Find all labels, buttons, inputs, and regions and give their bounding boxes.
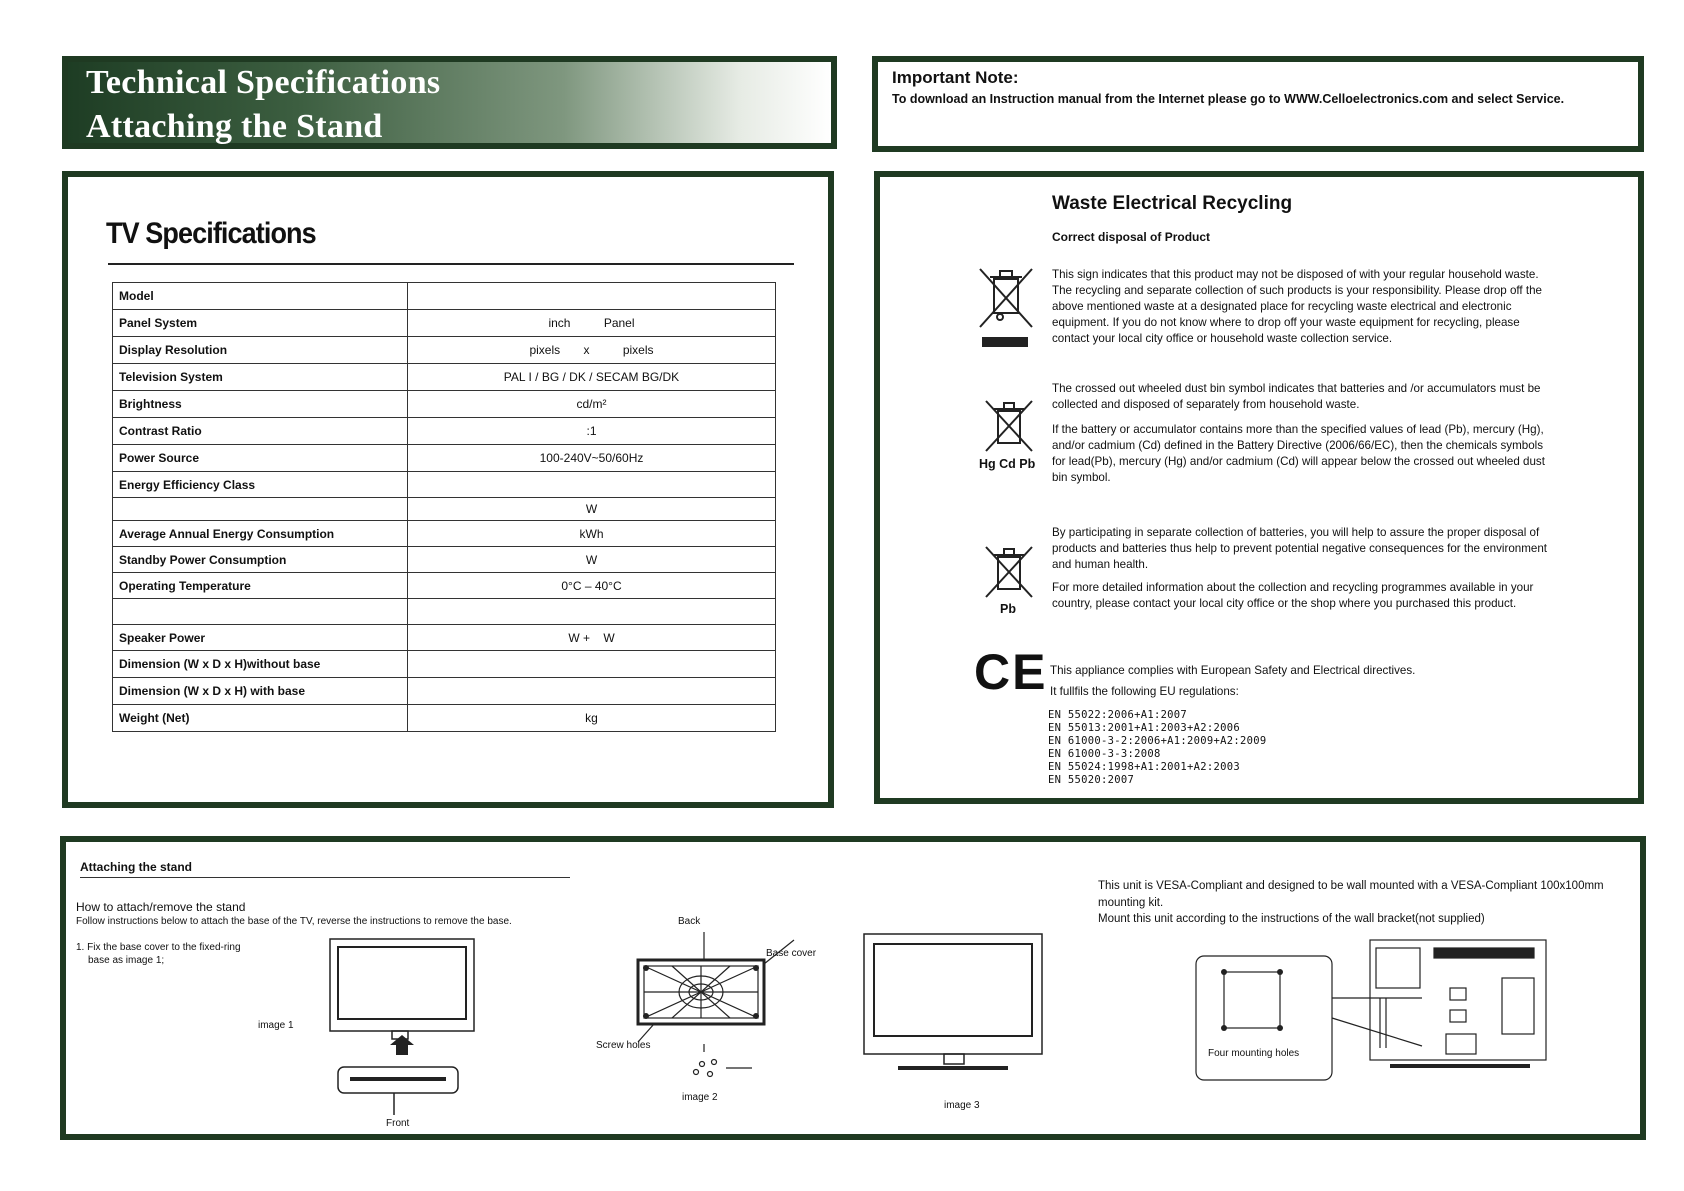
important-note-box [872,56,1644,152]
ce-line-1: This appliance complies with European Safety and Electrical directives. [1050,664,1416,677]
spec-row [113,547,776,573]
spec-value [408,283,776,310]
pb-label: Pb [1000,602,1016,616]
battery-bin-icon [984,399,1036,455]
standard-item: EN 55024:1998+A1:2001+A2:2003 [1048,761,1241,773]
standard-item: EN 61000-3-3:2008 [1048,748,1161,760]
spec-row [113,498,776,521]
specs-table [112,282,776,732]
back-label: Back [678,916,701,927]
spec-row [113,678,776,705]
spec-label: Energy Efficiency Class [113,472,408,498]
how-to-text: How to attach/remove the stand [76,900,246,914]
spec-value: W + W [408,625,776,651]
spec-row [113,364,776,391]
spec-label: Dimension (W x D x H) with base [113,678,408,705]
standard-item: EN 55020:2007 [1048,774,1135,786]
spec-label: Panel System [113,310,408,337]
recycling-title: Waste Electrical Recycling [1052,193,1293,214]
spec-value: PAL I / BG / DK / SECAM BG/DK [408,364,776,391]
step-1-line-a: 1. Fix the base cover to the fixed-ring [76,942,241,953]
spec-value: inch Panel [408,310,776,337]
tv-mounted-illustration [862,932,1046,1076]
spec-value: :1 [408,418,776,445]
spec-row [113,521,776,547]
spec-value: W [408,547,776,573]
recycling-para-5: For more detailed information about the collection and recycling programmes available in your country, please contact your local city office or the shop where you purchased this product. [1052,581,1534,610]
spec-value: W [408,498,776,521]
spec-row [113,651,776,678]
spec-row [113,625,776,651]
spec-row [113,573,776,599]
spec-label: Model [113,283,408,310]
waste-recycling-panel [874,171,1644,804]
spec-value: cd/m² [408,391,776,418]
stand-heading: Attaching the stand [80,860,193,874]
screw-holes-label: Screw holes [596,1040,651,1051]
spec-label: Dimension (W x D x H)without base [113,651,408,678]
spec-value [408,678,776,705]
spec-label [113,599,408,625]
weee-bin-icon [976,265,1036,355]
note-title: Important Note: [892,68,1019,87]
image-1-label: image 1 [258,1020,294,1031]
ce-line-2: It fullfils the following EU regulations: [1050,685,1239,698]
hg-cd-pb-label: Hg Cd Pb [979,457,1036,471]
spec-row [113,472,776,498]
vesa-line-1: This unit is VESA-Compliant and designed to be wall mounted with a VESA-Compliant 100x100mm [1098,880,1604,892]
spec-label: Weight (Net) [113,705,408,732]
spec-label: Display Resolution [113,337,408,364]
spec-label: Power Source [113,445,408,472]
spec-label: Standby Power Consumption [113,547,408,573]
standard-item: EN 55013:2001+A1:2003+A2:2006 [1048,722,1241,734]
specs-title: TV Specifications [106,217,316,250]
vesa-line-2: mounting kit. [1098,897,1164,909]
spec-row [113,310,776,337]
banner-title-line2: Attaching the Stand [86,108,383,145]
standard-item: EN 61000-3-2:2006+A1:2009+A2:2009 [1048,735,1267,747]
follow-text: Follow instructions below to attach the base of the TV, reverse the instructions to remove the base. [76,916,512,927]
spec-row [113,337,776,364]
spec-value: pixels x pixels [408,337,776,364]
four-holes-label: Four mounting holes [1208,1048,1300,1059]
standard-item: EN 55022:2006+A1:2007 [1048,709,1188,721]
spec-row [113,418,776,445]
standards-list [1048,709,1267,787]
lead-bin-icon [984,545,1036,601]
spec-value [408,472,776,498]
tv-specifications-panel [62,171,834,808]
spec-value [408,599,776,625]
stand-heading-rule [80,877,570,878]
spec-row [113,705,776,732]
attaching-stand-panel [60,836,1646,1140]
ce-mark-icon: CE [974,644,1048,700]
recycling-para-1: This sign indicates that this product may not be disposed of with your regular household waste. The recycling and separate collection of such products is your responsibility. Please drop off the above mentioned waste at a designated place for recycling waste electrical and electronic equipment. If you do not know where to drop off your waste equipment for recycling, please contact your local city office or household waste collection service. [1052,268,1542,345]
step-1-line-b: base as image 1; [88,955,165,966]
base-cover-label: Base cover [766,948,817,959]
spec-label: Average Annual Energy Consumption [113,521,408,547]
vesa-mounting-illustration [1190,938,1550,1088]
spec-label: Operating Temperature [113,573,408,599]
base-cover-illustration [614,932,804,1082]
title-rule [108,263,794,265]
note-body: To download an Instruction manual from the Internet please go to WWW.Celloelectronics.com and select Service. [892,92,1565,106]
image-3-label: image 3 [944,1100,980,1111]
banner-title-line1: Technical Specifications [86,64,441,101]
title-banner [62,56,837,149]
spec-label: Television System [113,364,408,391]
recycling-para-4: By participating in separate collection of batteries, you will help to assure the proper disposal of products and batteries thus help to prevent potential negative consequences for the environment and human health. [1052,526,1547,571]
spec-label: Contrast Ratio [113,418,408,445]
spec-label: Speaker Power [113,625,408,651]
tv-front-stand-illustration [328,937,478,1117]
spec-value [408,651,776,678]
spec-label [113,498,408,521]
spec-value: kg [408,705,776,732]
spec-row [113,391,776,418]
spec-row [113,283,776,310]
image-2-label: image 2 [682,1092,718,1103]
recycling-subtitle: Correct disposal of Product [1052,230,1211,244]
spec-row [113,445,776,472]
spec-value: kWh [408,521,776,547]
spec-value: 100-240V~50/60Hz [408,445,776,472]
spec-label: Brightness [113,391,408,418]
recycling-para-3: If the battery or accumulator contains more than the specified values of lead (Pb), mercury (Hg), and/or cadmium (Cd) defined in the Battery Directive (2006/66/EC), then the chemicals symbols for lead(Pb), mercury (Hg) and/or cadmium (Cd) will appear below the crossed out wheeled dust bin symbol. [1052,423,1545,484]
spec-row [113,599,776,625]
vesa-line-3: Mount this unit according to the instructions of the wall bracket(not supplied) [1098,913,1485,925]
spec-value: 0°C – 40°C [408,573,776,599]
recycling-para-2: The crossed out wheeled dust bin symbol indicates that batteries and /or accumulators must be collected and disposed of separately from household waste. [1052,382,1541,411]
front-label: Front [386,1118,410,1129]
